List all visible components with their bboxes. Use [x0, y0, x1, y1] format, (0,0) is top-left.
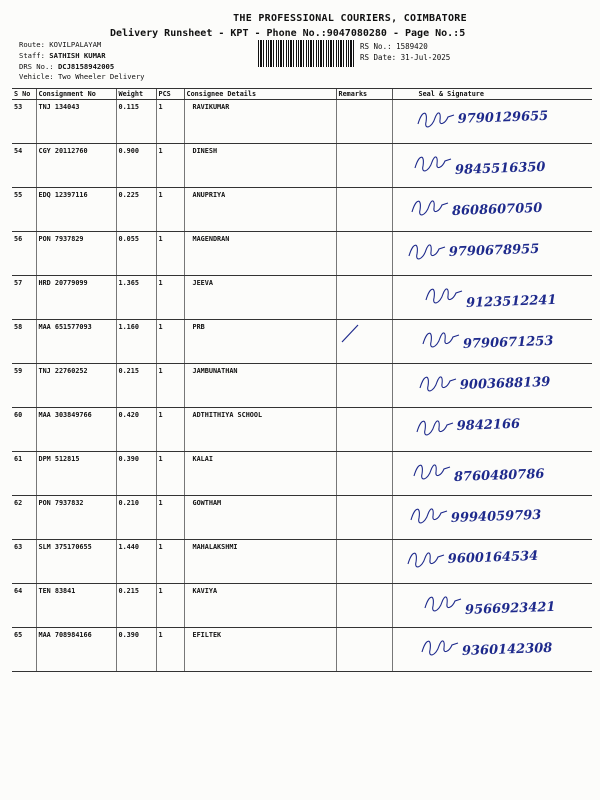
col-consignee: Consignee Details [184, 89, 336, 100]
table-row [12, 628, 592, 672]
row-remarks [336, 100, 392, 144]
row-consignment: MAA 708984166 [36, 628, 116, 672]
row-sno: 53 [12, 100, 36, 144]
row-pcs: 1 [156, 496, 184, 540]
table-row [12, 452, 592, 496]
signature-phone: 9360142308 [461, 640, 553, 659]
row-weight: 0.210 [116, 496, 156, 540]
col-consignment: Consignment No [36, 89, 116, 100]
row-consignment: HRD 20779099 [36, 276, 116, 320]
row-sno: 57 [12, 276, 36, 320]
row-remarks [336, 540, 392, 584]
runsheet-table [12, 88, 592, 672]
table-row [12, 276, 592, 320]
row-weight: 0.055 [116, 232, 156, 276]
row-remarks [336, 496, 392, 540]
signature-stroke [414, 465, 450, 479]
vehicle-label: Vehicle: [19, 72, 54, 81]
signature-stroke [425, 597, 461, 611]
row-remarks [336, 188, 392, 232]
row-consignee: KAVIYA [184, 584, 336, 628]
row-consignment: TEN 83841 [36, 584, 116, 628]
signature-stroke [423, 333, 459, 347]
row-consignment: SLM 375170655 [36, 540, 116, 584]
signature-stroke [417, 421, 453, 435]
row-consignee: ADTHITHIYA SCHOOL [184, 408, 336, 452]
row-sno: 61 [12, 452, 36, 496]
col-remarks: Remarks [336, 89, 392, 100]
signature-phone: 9123512241 [465, 292, 557, 311]
table-row [12, 408, 592, 452]
table-row [12, 540, 592, 584]
signature-scribble [393, 364, 593, 404]
signature-stroke [426, 289, 462, 303]
signature-phone: 9790129655 [457, 108, 548, 127]
row-weight: 1.365 [116, 276, 156, 320]
signature-scribble [393, 628, 593, 668]
row-sno: 64 [12, 584, 36, 628]
signature-phone: 8608607050 [451, 200, 543, 219]
rs-date-value: 31-Jul-2025 [400, 53, 451, 62]
row-remarks [336, 232, 392, 276]
row-remarks [336, 628, 392, 672]
row-weight: 1.440 [116, 540, 156, 584]
signature-scribble [393, 232, 593, 272]
row-pcs: 1 [156, 144, 184, 188]
signature-stroke [418, 113, 454, 127]
signature-phone: 9790671253 [462, 333, 554, 352]
route-value: KOVILPALAYAM [49, 40, 102, 49]
table-row [12, 584, 592, 628]
rs-info [360, 41, 450, 63]
row-signature [392, 364, 592, 408]
row-sno: 65 [12, 628, 36, 672]
signature-phone: 9566923421 [464, 599, 556, 618]
row-pcs: 1 [156, 584, 184, 628]
row-signature [392, 320, 592, 364]
signature-scribble [393, 540, 593, 580]
row-remarks [336, 364, 392, 408]
row-remarks [336, 584, 392, 628]
row-consignee: GOWTHAM [184, 496, 336, 540]
row-pcs: 1 [156, 452, 184, 496]
rs-no-line [360, 41, 450, 52]
row-consignee: RAVIKUMAR [184, 100, 336, 144]
signature-scribble [393, 188, 593, 228]
row-weight: 0.215 [116, 584, 156, 628]
row-pcs: 1 [156, 628, 184, 672]
row-sno: 54 [12, 144, 36, 188]
row-signature [392, 540, 592, 584]
signature-stroke [422, 641, 458, 655]
row-signature [392, 100, 592, 144]
row-sno: 56 [12, 232, 36, 276]
row-consignment: MAA 651577093 [36, 320, 116, 364]
table-row [12, 232, 592, 276]
row-weight: 0.390 [116, 452, 156, 496]
signature-stroke [420, 377, 456, 391]
row-weight: 0.390 [116, 628, 156, 672]
signature-scribble [393, 584, 593, 624]
row-signature [392, 628, 592, 672]
row-consignee: ANUPRIYA [184, 188, 336, 232]
runsheet-subtitle: Delivery Runsheet - KPT - Phone No.:9047080280 - Page No.:5 [110, 28, 466, 39]
row-weight: 0.900 [116, 144, 156, 188]
row-consignee: EFILTEK [184, 628, 336, 672]
col-sno: S No [12, 89, 36, 100]
row-pcs: 1 [156, 364, 184, 408]
table-row [12, 144, 592, 188]
row-sno: 55 [12, 188, 36, 232]
row-remarks [336, 276, 392, 320]
signature-phone: 9790678955 [448, 241, 540, 260]
row-consignee: DINESH [184, 144, 336, 188]
row-weight: 1.160 [116, 320, 156, 364]
signature-scribble [393, 496, 593, 536]
row-weight: 0.420 [116, 408, 156, 452]
col-signature: Seal & Signature [392, 89, 592, 100]
route-label: Route: [19, 40, 45, 49]
row-sno: 60 [12, 408, 36, 452]
row-pcs: 1 [156, 540, 184, 584]
table-row [12, 320, 592, 364]
row-weight: 0.215 [116, 364, 156, 408]
signature-scribble [393, 276, 593, 316]
signature-stroke [415, 157, 451, 171]
table-row [12, 188, 592, 232]
row-pcs: 1 [156, 320, 184, 364]
staff-label: Staff: [19, 51, 45, 60]
table-row [12, 496, 592, 540]
table-row [12, 100, 592, 144]
row-remarks [336, 452, 392, 496]
row-remarks [336, 408, 392, 452]
row-consignment: MAA 303849766 [36, 408, 116, 452]
row-signature [392, 188, 592, 232]
col-pcs: PCS [156, 89, 184, 100]
row-signature [392, 232, 592, 276]
vehicle-value: Two Wheeler Delivery [57, 72, 145, 81]
row-consignment: EDQ 12397116 [36, 188, 116, 232]
signature-scribble [393, 100, 593, 140]
signature-stroke [412, 201, 448, 215]
row-signature [392, 408, 592, 452]
row-pcs: 1 [156, 276, 184, 320]
rs-no-value: 1589420 [396, 42, 428, 51]
signature-stroke [409, 245, 445, 259]
row-consignee: MAGENDRAN [184, 232, 336, 276]
row-sno: 62 [12, 496, 36, 540]
route-line [19, 40, 101, 51]
row-consignee: KALAI [184, 452, 336, 496]
row-consignment: DPM 512815 [36, 452, 116, 496]
row-sno: 63 [12, 540, 36, 584]
signature-phone: 9845516350 [454, 159, 546, 178]
signature-stroke [411, 509, 447, 523]
tick-mark [340, 322, 360, 344]
row-pcs: 1 [156, 408, 184, 452]
signature-phone: 9600164534 [447, 548, 538, 567]
vehicle-line [19, 72, 145, 83]
rs-date-line [360, 52, 450, 63]
row-pcs: 1 [156, 188, 184, 232]
signature-scribble [393, 144, 593, 184]
row-weight: 0.225 [116, 188, 156, 232]
rs-date-label: RS Date: [360, 53, 397, 62]
staff-value: SATHISH KUMAR [49, 51, 106, 60]
signature-phone: 9003688139 [459, 374, 551, 393]
signature-phone: 9994059793 [450, 507, 542, 526]
row-signature [392, 496, 592, 540]
barcode [258, 40, 354, 67]
rs-no-label: RS No.: [360, 42, 392, 51]
row-consignee: JAMBUNATHAN [184, 364, 336, 408]
signature-scribble [393, 408, 593, 448]
row-consignment: CGY 20112760 [36, 144, 116, 188]
drs-line [19, 62, 114, 73]
row-sno: 59 [12, 364, 36, 408]
row-signature [392, 276, 592, 320]
row-pcs: 1 [156, 100, 184, 144]
signature-phone: 9842166 [456, 416, 520, 434]
row-consignee: JEEVA [184, 276, 336, 320]
table-row [12, 364, 592, 408]
row-signature [392, 452, 592, 496]
signature-phone: 8760480786 [453, 466, 545, 485]
row-remarks [336, 144, 392, 188]
staff-line [19, 51, 106, 62]
drs-label: DRS No.: [19, 62, 54, 71]
table-header-row [12, 89, 592, 100]
row-pcs: 1 [156, 232, 184, 276]
row-sno: 58 [12, 320, 36, 364]
signature-scribble [393, 452, 593, 492]
row-signature [392, 144, 592, 188]
row-consignment: PON 7937829 [36, 232, 116, 276]
row-consignee: MAHALAKSHMI [184, 540, 336, 584]
signature-stroke [408, 553, 444, 567]
row-signature [392, 584, 592, 628]
company-title: THE PROFESSIONAL COURIERS, COIMBATORE [233, 13, 467, 24]
drs-value: DCJ8158942005 [57, 62, 115, 71]
row-consignment: TNJ 134043 [36, 100, 116, 144]
row-consignment: TNJ 22760252 [36, 364, 116, 408]
signature-scribble [393, 320, 593, 360]
col-weight: Weight [116, 89, 156, 100]
row-consignee: PRB [184, 320, 336, 364]
row-consignment: PON 7937832 [36, 496, 116, 540]
row-weight: 0.115 [116, 100, 156, 144]
